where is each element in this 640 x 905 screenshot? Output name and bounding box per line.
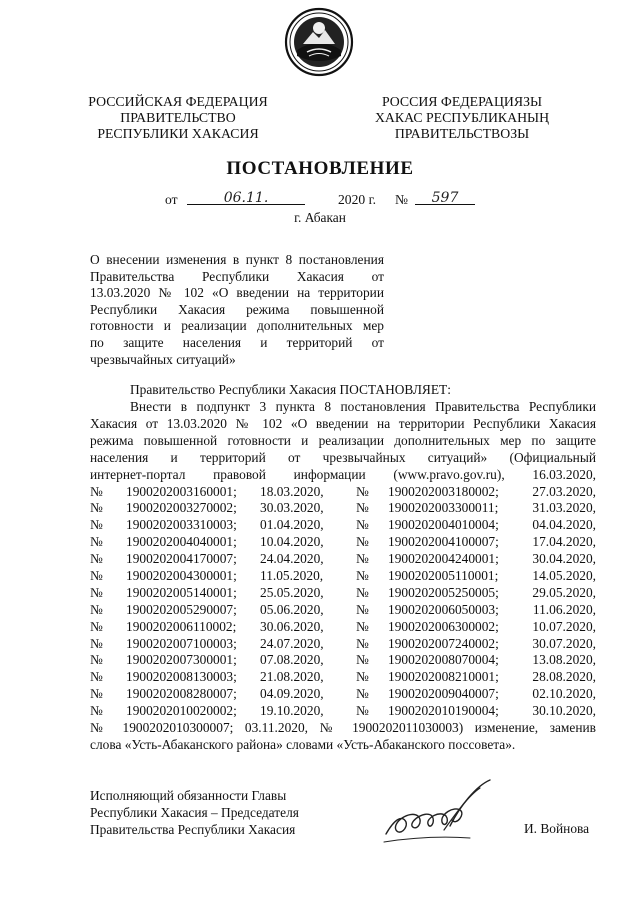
publication-date: 13.08.2020, xyxy=(532,652,596,668)
publication-number: 1900202003160001; xyxy=(126,483,237,499)
publication-number: 1900202009040007; xyxy=(388,686,499,702)
number-sign: № xyxy=(356,652,369,668)
signer-name: И. Войнова xyxy=(524,821,590,836)
resolution-intro: Правительство Республики Хакасия ПОСТАНОВЛЯЕТ: xyxy=(130,382,451,397)
publication-row xyxy=(90,686,596,703)
publication-row xyxy=(90,669,596,686)
header-right-line: ПРАВИТЕЛЬСТВОЗЫ xyxy=(394,126,530,141)
number-sign: № xyxy=(90,500,103,516)
publication-number: 1900202003180002; xyxy=(388,483,499,499)
publication-row xyxy=(90,636,596,653)
subject-line: по защите населения и территорий от xyxy=(90,334,384,350)
publication-number: 1900202008210001; xyxy=(388,669,499,685)
publication-row xyxy=(90,703,596,720)
publication-number: 1900202006300002; xyxy=(388,618,499,634)
subject-line: О внесении изменения в пункт 8 постановления xyxy=(90,252,384,267)
publication-number: 1900202005140001; xyxy=(126,584,237,600)
number-sign: № xyxy=(90,686,103,702)
header-left-line: РЕСПУБЛИКИ ХАКАСИЯ xyxy=(97,126,259,141)
number-sign: № xyxy=(356,567,369,583)
number-sign: № xyxy=(90,601,103,617)
publication-date: 14.05.2020, xyxy=(532,567,596,583)
publication-number: 1900202003300011; xyxy=(388,500,499,516)
subject-block xyxy=(90,252,384,368)
publication-number: 1900202008130003; xyxy=(126,669,237,685)
body-line: режима повышенной готовности и реализации дополнительных мер по защите xyxy=(90,432,596,448)
publication-number: 1900202004300001; xyxy=(126,567,237,583)
publication-date: 07.08.2020, xyxy=(260,652,324,668)
publication-number: 1900202010190004; xyxy=(388,703,499,719)
publication-number: 1900202004100007; xyxy=(388,534,499,550)
number-sign: № xyxy=(356,483,369,499)
publication-number: 1900202006110002; xyxy=(126,618,237,634)
document-title: ПОСТАНОВЛЕНИЕ xyxy=(226,158,414,179)
publication-number: 1900202005290007; xyxy=(126,601,237,617)
header-left-line: РОССИЙСКАЯ ФЕДЕРАЦИЯ xyxy=(88,94,268,109)
publication-date: 24.04.2020, xyxy=(260,551,324,567)
handwritten-signature xyxy=(380,776,498,850)
number-sign: № xyxy=(90,551,103,567)
publication-date: 28.08.2020, xyxy=(532,669,596,685)
publication-number: 1900202008070004; xyxy=(388,652,499,668)
header-right-line: ХАКАС РЕСПУБЛИКАНЫҢ xyxy=(374,110,550,125)
position-line: Республики Хакасия – Председателя xyxy=(90,805,299,820)
number-sign: № xyxy=(395,192,408,207)
publication-row xyxy=(90,517,596,534)
publication-number: 1900202004010004; xyxy=(388,517,499,533)
body-line: № 1900202010300007; 03.11.2020, № 1900202011030003) изменение, заменив xyxy=(90,720,596,735)
body-line: Хакасия от 13.03.2020 № 102 «О введении на территории Республики Хакасия xyxy=(90,415,596,431)
date-from-label: от xyxy=(165,192,178,207)
number-sign: № xyxy=(356,500,369,516)
publication-row xyxy=(90,551,596,568)
publication-number: 1900202005250005; xyxy=(388,584,499,600)
number-sign: № xyxy=(90,618,103,634)
publication-row xyxy=(90,484,596,501)
publication-date: 19.10.2020, xyxy=(260,703,324,719)
publication-date: 30.04.2020, xyxy=(532,551,596,567)
number-sign: № xyxy=(356,584,369,600)
header-right-line: РОССИЯ ФЕДЕРАЦИЯЗЫ xyxy=(381,94,543,109)
subject-line: готовности и реализации дополнительных мер xyxy=(90,318,384,334)
subject-line: Республики Хакасия режима повышенной xyxy=(90,301,384,317)
city: г. Абакан xyxy=(294,210,346,225)
publication-row xyxy=(90,652,596,669)
number-sign: № xyxy=(90,635,103,651)
publication-date: 25.05.2020, xyxy=(260,584,324,600)
publication-date: 27.03.2020, xyxy=(532,483,596,499)
body-line: интернет-портал правовой информации (www.pravo.gov.ru), 16.03.2020, xyxy=(90,466,596,482)
publication-date: 24.07.2020, xyxy=(260,635,324,651)
number-sign: № xyxy=(90,669,103,685)
number-sign: № xyxy=(356,517,369,533)
publication-date: 10.04.2020, xyxy=(260,534,324,550)
publication-number: 1900202005110001; xyxy=(388,567,499,583)
number-field: 597 xyxy=(415,190,475,205)
number-sign: № xyxy=(356,601,369,617)
publication-date: 30.07.2020, xyxy=(532,635,596,651)
publication-number: 1900202003310003; xyxy=(126,517,237,533)
publication-date: 10.07.2020, xyxy=(532,618,596,634)
publication-date: 30.03.2020, xyxy=(260,500,324,516)
header-left-line: ПРАВИТЕЛЬСТВО xyxy=(120,110,236,125)
publication-date: 18.03.2020, xyxy=(260,483,324,499)
subject-line: Правительства Республики Хакасия от xyxy=(90,268,384,284)
number-sign: № xyxy=(356,551,369,567)
publication-date: 11.05.2020, xyxy=(260,567,324,583)
publication-number: 1900202007240002; xyxy=(388,635,499,651)
number-sign: № xyxy=(90,534,103,550)
publication-number: 1900202003270002; xyxy=(126,500,237,516)
body-text xyxy=(90,399,596,483)
publication-date: 30.10.2020, xyxy=(532,703,596,719)
publication-row xyxy=(90,500,596,517)
publication-date: 02.10.2020, xyxy=(532,686,596,702)
publications-list xyxy=(90,484,596,720)
year-label: 2020 г. xyxy=(338,192,377,207)
header-right xyxy=(344,94,580,142)
position-line: Исполняющий обязанности Главы xyxy=(90,788,287,803)
number-sign: № xyxy=(90,483,103,499)
header-left xyxy=(60,94,296,142)
publication-date: 30.06.2020, xyxy=(260,618,324,634)
coat-of-arms-emblem xyxy=(283,6,355,78)
publication-row xyxy=(90,585,596,602)
publication-number: 1900202007300001; xyxy=(126,652,237,668)
number-sign: № xyxy=(356,534,369,550)
subject-line: 13.03.2020 № 102 «О введении на территории xyxy=(90,285,384,301)
number-sign: № xyxy=(356,618,369,634)
publication-number: 1900202008280007; xyxy=(126,686,237,702)
body-line: слова «Усть-Абаканского района» словами «Усть-Абаканского поссовета». xyxy=(90,736,516,752)
publication-number: 1900202007100003; xyxy=(126,635,237,651)
number-sign: № xyxy=(356,669,369,685)
date-number-line xyxy=(165,192,485,210)
body-closing xyxy=(90,720,596,754)
date-field: 06.11. xyxy=(187,190,305,205)
publication-row xyxy=(90,602,596,619)
body-line: населения и территорий от чрезвычайных ситуаций» (Официальный xyxy=(90,449,596,465)
publication-date: 04.04.2020, xyxy=(532,517,596,533)
publication-number: 1900202004170007; xyxy=(126,551,237,567)
subject-line: чрезвычайных ситуаций» xyxy=(90,351,236,367)
publication-number: 1900202006050003; xyxy=(388,601,499,617)
number-sign: № xyxy=(356,635,369,651)
publication-row xyxy=(90,568,596,585)
publication-date: 04.09.2020, xyxy=(260,686,324,702)
publication-number: 1900202010020002; xyxy=(126,703,237,719)
number-sign: № xyxy=(356,703,369,719)
publication-date: 21.08.2020, xyxy=(260,669,324,685)
body-line: Внести в подпункт 3 пункта 8 постановления Правительства Республики xyxy=(130,399,596,414)
publication-row xyxy=(90,534,596,551)
number-sign: № xyxy=(90,517,103,533)
publication-date: 29.05.2020, xyxy=(532,584,596,600)
position-line: Правительства Республики Хакасия xyxy=(90,822,296,837)
signatory-position xyxy=(90,787,299,838)
number-sign: № xyxy=(90,652,103,668)
number-sign: № xyxy=(356,686,369,702)
publication-number: 1900202004040001; xyxy=(126,534,237,550)
number-sign: № xyxy=(90,703,103,719)
number-sign: № xyxy=(90,584,103,600)
publication-date: 31.03.2020, xyxy=(532,500,596,516)
number-sign: № xyxy=(90,567,103,583)
publication-date: 05.06.2020, xyxy=(260,601,324,617)
publication-date: 11.06.2020, xyxy=(532,601,596,617)
publication-row xyxy=(90,619,596,636)
publication-date: 01.04.2020, xyxy=(260,517,324,533)
publication-date: 17.04.2020, xyxy=(532,534,596,550)
publication-number: 1900202004240001; xyxy=(388,551,499,567)
